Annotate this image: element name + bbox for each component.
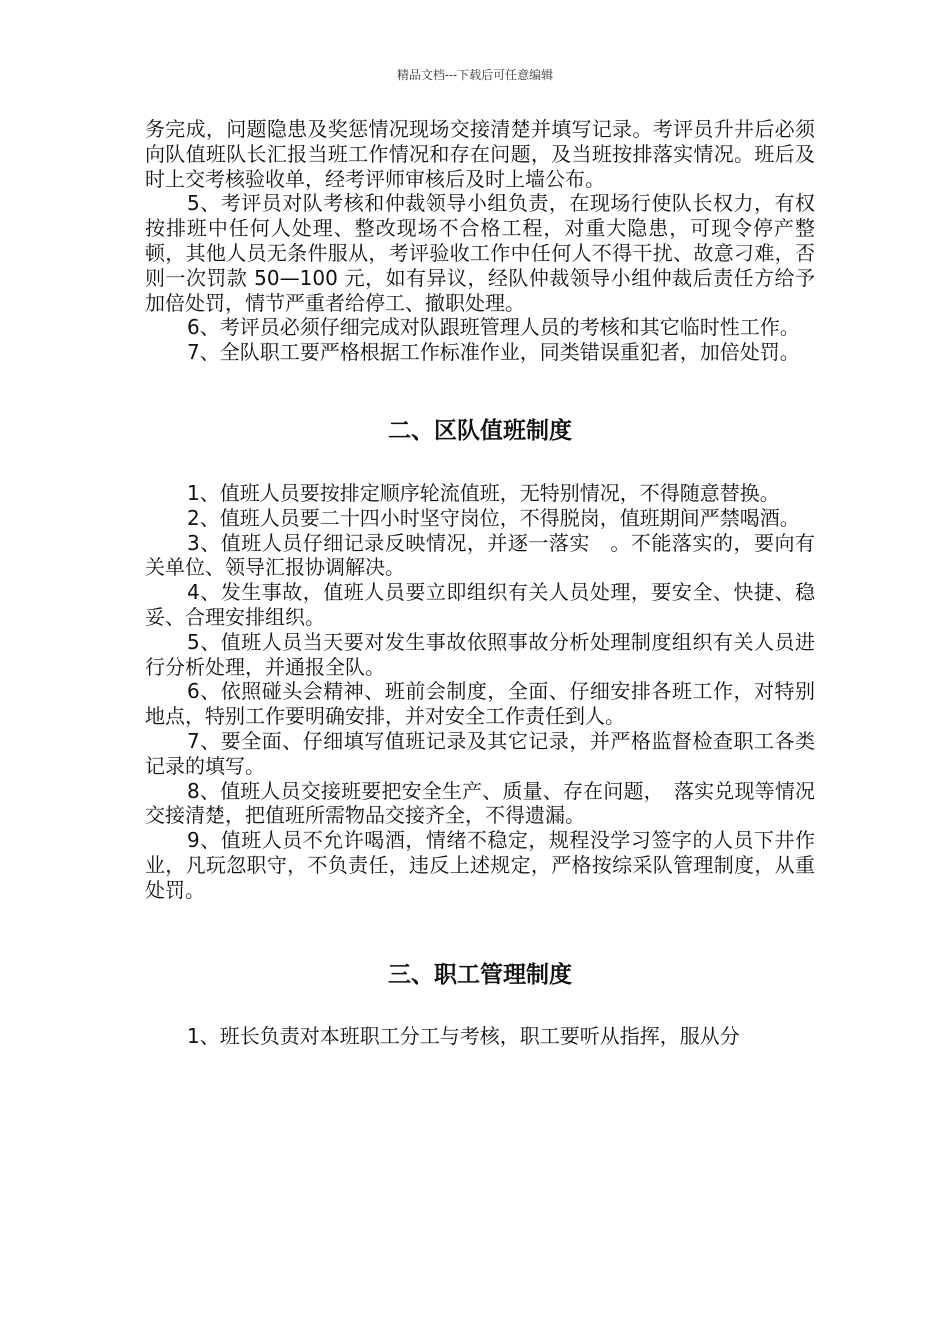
section-staff-management (145, 1024, 815, 1049)
paragraph-item-3: 3、值班人员仔细记录反映情况，并逐一落实 。不能落实的，要向有关单位、领导汇报协调解决。 (145, 530, 815, 580)
paragraph-continuation: 务完成，问题隐患及奖惩情况现场交接清楚并填写记录。考评员升井后必须向队值班队长汇报当班工作情况和存在问题，及当班按排落实情况。班后及时上交考核验收单，经考评师审核后及时上墙公布。 (145, 117, 815, 191)
document-body (145, 117, 815, 1048)
paragraph-item-5: 5、考评员对队考核和仲裁领导小组负责，在现场行使队长权力，有权按排班中任何人处理、整改现场不合格工程，对重大隐患，可现令停产整顿，其他人员无条件服从，考评验收工作中任何人不得干扰、故意刁难，否则一次罚款 50—100 元，如有异议，经队仲裁领导小组仲裁后责任方给予加倍处罚，情节严重者给停工、撤职处理。 (145, 191, 815, 315)
paragraph-item-2: 2、值班人员要二十四小时坚守岗位，不得脱岗，值班期间严禁喝酒。 (187, 505, 800, 530)
paragraph-item-7: 7、要全面、仔细填写值班记录及其它记录，并严格监督检查职工各类记录的填写。 (145, 728, 815, 778)
paragraph-item-6: 6、依照碰头会精神、班前会制度，全面、仔细安排各班工作，对特别地点，特别工作要明确安排，并对安全工作责任到人。 (145, 679, 815, 729)
page-header: 精品文档---下载后可任意编辑 (396, 68, 554, 82)
section-title-staff-management: 三、职工管理制度 (388, 961, 572, 988)
section-duty-evaluation (145, 117, 815, 365)
paragraph-item-1: 1、值班人员要按排定顺序轮流值班，无特别情况，不得随意替换。 (187, 480, 780, 505)
paragraph-item-5: 5、值班人员当天要对发生事故依照事故分析处理制度组织有关人员进行分析处理，并通报全队。 (145, 629, 815, 679)
paragraph-item-1: 1、班长负责对本班职工分工与考核，职工要听从指挥，服从分 (187, 1023, 740, 1048)
section-duty-system (145, 481, 815, 903)
paragraph-item-4: 4、发生事故，值班人员要立即组织有关人员处理，要安全、快捷、稳妥、合理安排组织。 (145, 580, 815, 629)
section-title-duty-system: 二、区队值班制度 (388, 417, 572, 444)
paragraph-item-8: 8、值班人员交接班要把安全生产、质量、存在问题， 落实兑现等情况交接清楚，把值班所需物品交接齐全，不得遗漏。 (145, 778, 815, 828)
paragraph-item-6: 6、考评员必须仔细完成对队跟班管理人员的考核和其它临时性工作。 (187, 315, 800, 340)
paragraph-item-9: 9、值班人员不允许喝酒，情绪不稳定，规程没学习签字的人员下井作业，凡玩忽职守，不负责任，违反上述规定，严格按综采队管理制度，从重处罚。 (145, 828, 815, 902)
paragraph-item-7: 7、全队职工要严格根据工作标准作业，同类错误重犯者，加倍处罚。 (187, 340, 800, 365)
